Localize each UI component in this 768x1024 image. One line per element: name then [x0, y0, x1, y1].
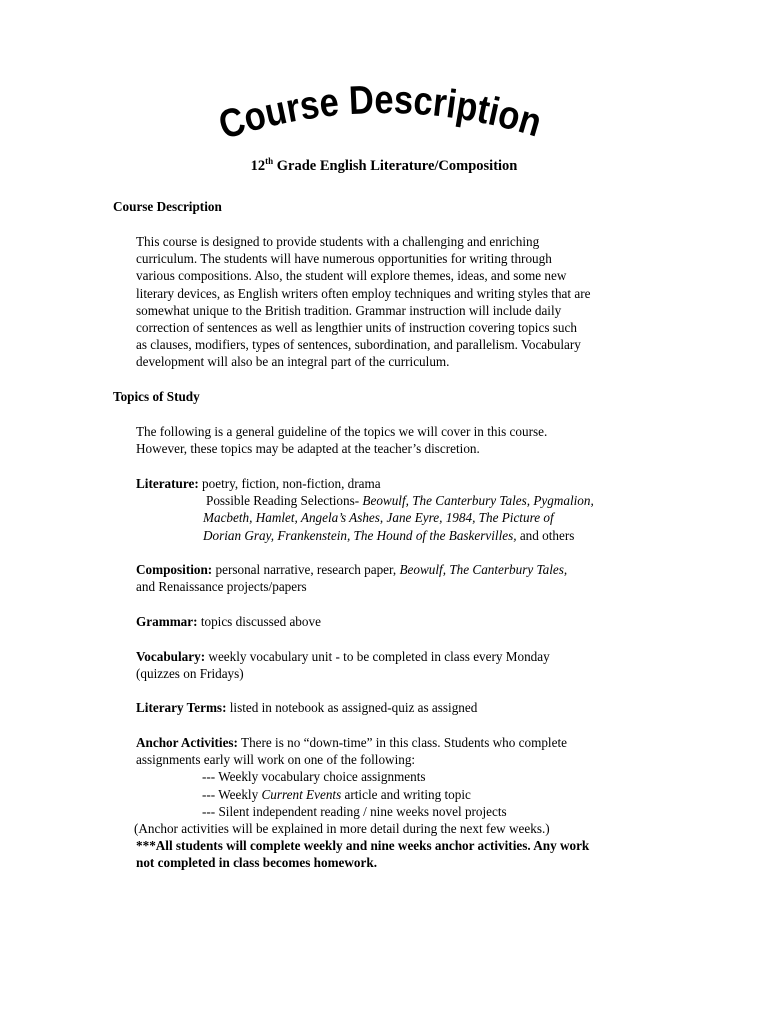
- composition-section: [136, 561, 676, 595]
- vocabulary-label: Vocabulary:: [136, 649, 206, 664]
- grammar-label: Grammar:: [136, 614, 198, 629]
- subtitle-grade-number: 12: [250, 158, 266, 174]
- anchor-item-italic: Current Events: [261, 786, 342, 802]
- paragraph-line: various compositions. Also, the student will explore themes, ideas, and some new: [136, 268, 567, 284]
- grammar-line: [136, 613, 676, 630]
- reading-selections-titles: Dorian Gray, Frankenstein, The Hound of the Baskervilles,: [203, 527, 517, 543]
- literature-line: [136, 475, 676, 492]
- literature-text: poetry, fiction, non-fiction, drama: [198, 476, 381, 491]
- paragraph-line: somewhat unique to the British tradition. Grammar instruction will include daily: [136, 302, 562, 318]
- reading-selections-line: Macbeth, Hamlet, Angela’s Ashes, Jane Eyre, 1984, The Picture of: [203, 510, 554, 526]
- paragraph-line: correction of sentences as well as lengthier units of instruction covering topics such: [136, 319, 577, 335]
- composition-label: Composition:: [136, 562, 213, 577]
- vocabulary-section: [136, 648, 676, 682]
- anchor-line: assignments early will work on one of the following:: [136, 752, 416, 768]
- vocabulary-text: weekly vocabulary unit - to be completed in class every Monday: [205, 649, 550, 664]
- paragraph-line: However, these topics may be adapted at the teacher’s discretion.: [136, 441, 480, 457]
- wordart-title-text: Course Description: [214, 77, 550, 148]
- reading-selections-prefix: Possible Reading Selections-: [206, 493, 363, 509]
- literary-terms-section: [136, 699, 676, 716]
- reading-selections-line: [136, 492, 676, 509]
- document-subtitle: [0, 158, 768, 175]
- paragraph-line: literary devices, as English writers often employ techniques and writing styles that are: [136, 285, 591, 301]
- subtitle-ordinal-suffix: th: [265, 156, 274, 166]
- literary-terms-line: [136, 699, 676, 716]
- topics-of-study-heading: Topics of Study: [113, 389, 200, 404]
- vocabulary-line: (quizzes on Fridays): [136, 666, 244, 682]
- composition-italic-titles: Beowulf, The Canterbury Tales,: [399, 562, 568, 577]
- svg-text:Course Description: [214, 77, 550, 148]
- anchor-activities-section: [136, 734, 676, 872]
- composition-line: [136, 561, 676, 578]
- anchor-warning: not completed in class becomes homework.: [136, 855, 378, 871]
- literary-terms-label: Literary Terms:: [136, 700, 227, 715]
- paragraph-line: as clauses, modifiers, types of sentences, subordination, and parallelism. Vocabulary: [136, 337, 581, 353]
- reading-selections-titles: Beowulf, The Canterbury Tales, Pygmalion,: [362, 493, 594, 509]
- grammar-text: topics discussed above: [197, 614, 321, 629]
- composition-line: and Renaissance projects/papers: [136, 579, 307, 595]
- grammar-section: [136, 613, 676, 630]
- anchor-item-suffix: article and writing topic: [341, 786, 471, 802]
- anchor-list-item: --- Silent independent reading / nine weeks novel projects: [202, 803, 507, 819]
- vocabulary-line: [136, 648, 676, 665]
- paragraph-line: This course is designed to provide students with a challenging and enriching: [136, 234, 540, 249]
- wordart-title: [214, 76, 554, 156]
- literature-section: [136, 475, 676, 544]
- anchor-list-item: [136, 786, 676, 803]
- anchor-list-item: --- Weekly vocabulary choice assignments: [202, 769, 426, 785]
- composition-text: personal narrative, research paper,: [212, 562, 400, 577]
- reading-selections-suffix: and others: [516, 527, 575, 543]
- anchor-note: (Anchor activities will be explained in more detail during the next few weeks.): [134, 820, 550, 836]
- literature-label: Literature:: [136, 476, 199, 491]
- subtitle-course-name: Grade English Literature/Composition: [273, 158, 518, 174]
- anchor-text: There is no “down-time” in this class. Students who complete: [237, 735, 567, 750]
- anchor-item-prefix: --- Weekly: [202, 786, 262, 802]
- paragraph-line: development will also be an integral part of the curriculum.: [136, 354, 450, 370]
- reading-selections-line: [136, 527, 676, 544]
- paragraph-line: curriculum. The students will have numerous opportunities for writing through: [136, 251, 552, 267]
- course-description-heading: Course Description: [113, 199, 222, 214]
- topics-intro-paragraph: [136, 423, 676, 457]
- anchor-line: [136, 734, 676, 751]
- anchor-label: Anchor Activities:: [136, 735, 238, 750]
- anchor-warning: ***All students will complete weekly and nine weeks anchor activities. Any work: [136, 838, 590, 854]
- course-description-paragraph: [136, 233, 676, 371]
- literary-terms-text: listed in notebook as assigned-quiz as assigned: [226, 700, 478, 715]
- paragraph-line: The following is a general guideline of the topics we will cover in this course.: [136, 424, 548, 439]
